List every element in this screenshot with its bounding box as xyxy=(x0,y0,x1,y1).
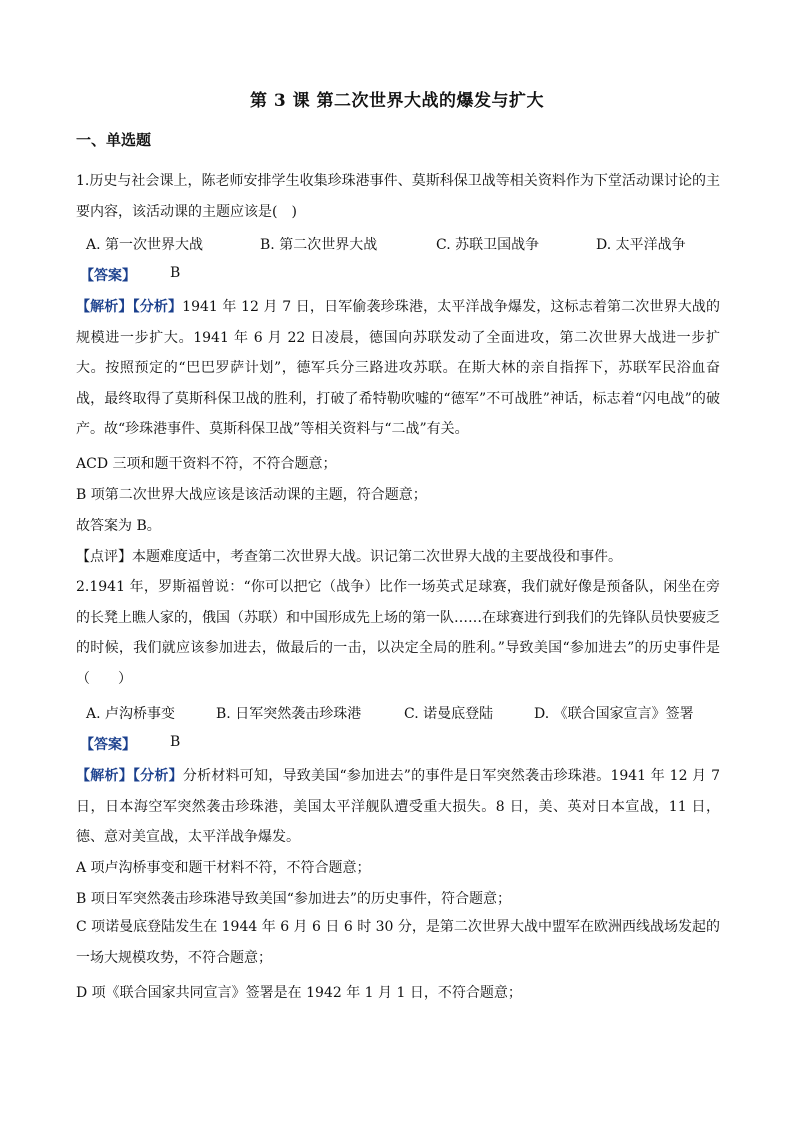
q1-line-acd: ACD 三项和题干资料不符，不符合题意； xyxy=(76,456,337,472)
q2-line-b: B 项日军突然袭击珍珠港导致美国“参加进去”的历史事件，符合题意； xyxy=(76,891,512,907)
q2-answer-label: 【答案】 xyxy=(80,737,136,753)
q1-option-a: A. 第一次世界大战 xyxy=(86,237,204,253)
q1-option-b: B. 第二次世界大战 xyxy=(260,237,378,253)
page-title: 第 3 课 第二次世界大战的爆发与扩大 xyxy=(249,91,545,111)
q1-line-b: B 项第二次世界大战应该是该活动课的主题，符合题意； xyxy=(76,487,427,503)
q1-analysis xyxy=(76,292,720,445)
q2-analysis-label: 【解析】【分析】 xyxy=(76,768,183,784)
q2-analysis xyxy=(76,761,720,853)
q2-answer-value: B xyxy=(170,734,181,750)
question-2-stem: 2.1941 年，罗斯福曾说：“你可以把它（战争）比作一场英式足球赛，我们就好像是预备队，闲坐在旁的长凳上瞧人家的，俄国（苏联）和中国形成先上场的第一队……在球赛进行到我们的先锋队员快要疲乏的时候，我们就应该参加进去，做最后的一击，以决定全局的胜利。”导致美国“参加进去”的历史事件是（ ） xyxy=(76,579,720,687)
q2-option-d: D. 《联合国家宣言》签署 xyxy=(534,706,694,722)
q1-comment: 【点评】本题难度适中，考查第二次世界大战。识记第二次世界大战的主要战役和事件。 xyxy=(76,549,622,565)
q1-option-c: C. 苏联卫国战争 xyxy=(436,237,540,253)
question-1-stem: 1.历史与社会课上，陈老师安排学生收集珍珠港事件、莫斯科保卫战等相关资料作为下堂活动课讨论的主要内容，该活动课的主题应该是( ) xyxy=(76,173,720,220)
q1-option-d: D. 太平洋战争 xyxy=(596,237,686,253)
q2-analysis-text: 分析材料可知，导致美国“参加进去”的事件是日军突然袭击珍珠港。1941 年 12 月 7 日，日本海空军突然袭击珍珠港，美国太平洋舰队遭受重大损失。8 日，美、英对日本宣战，11 日，德、意对美宣战，太平洋战争爆发。 xyxy=(76,768,720,845)
section-heading: 一、单选题 xyxy=(76,131,152,149)
q2-option-a: A. 卢沟桥事变 xyxy=(86,706,176,722)
q1-answer-label: 【答案】 xyxy=(80,268,136,284)
q2-line-a: A 项卢沟桥事变和题干材料不符，不符合题意； xyxy=(76,860,371,876)
q2-option-b: B. 日军突然袭击珍珠港 xyxy=(216,706,362,722)
q1-analysis-text: 1941 年 12 月 7 日，日军偷袭珍珠港，太平洋战争爆发，这标志着第二次世界大战的规模进一步扩大。1941 年 6 月 22 日凌晨，德国向苏联发动了全面进攻，第二次世界大战进一步扩大。按照预定的“巴巴罗萨计划”，德军兵分三路进攻苏联。在斯大林的亲自指挥下，苏联军民浴血奋战，最终取得了莫斯科保卫战的胜利，打破了希特勒吹嘘的“德军”不可战胜”神话，标志着“闪电战”的破产。故“珍珠港事件、莫斯科保卫战”等相关资料与“二战”有关。 xyxy=(76,299,721,437)
q1-answer-value: B xyxy=(170,265,181,281)
q2-line-d: D 项《联合国家共同宣言》签署是在 1942 年 1 月 1 日，不符合题意； xyxy=(76,985,522,1001)
q1-analysis-label: 【解析】【分析】 xyxy=(76,299,183,315)
q2-line-c: C 项诺曼底登陆发生在 1944 年 6 月 6 日 6 时 30 分，是第二次世界大战中盟军在欧洲西线战场发起的一场大规模攻势，不符合题意； xyxy=(76,919,720,966)
q2-option-c: C. 诺曼底登陆 xyxy=(404,706,494,722)
q1-line-answer: 故答案为 B。 xyxy=(76,518,161,534)
